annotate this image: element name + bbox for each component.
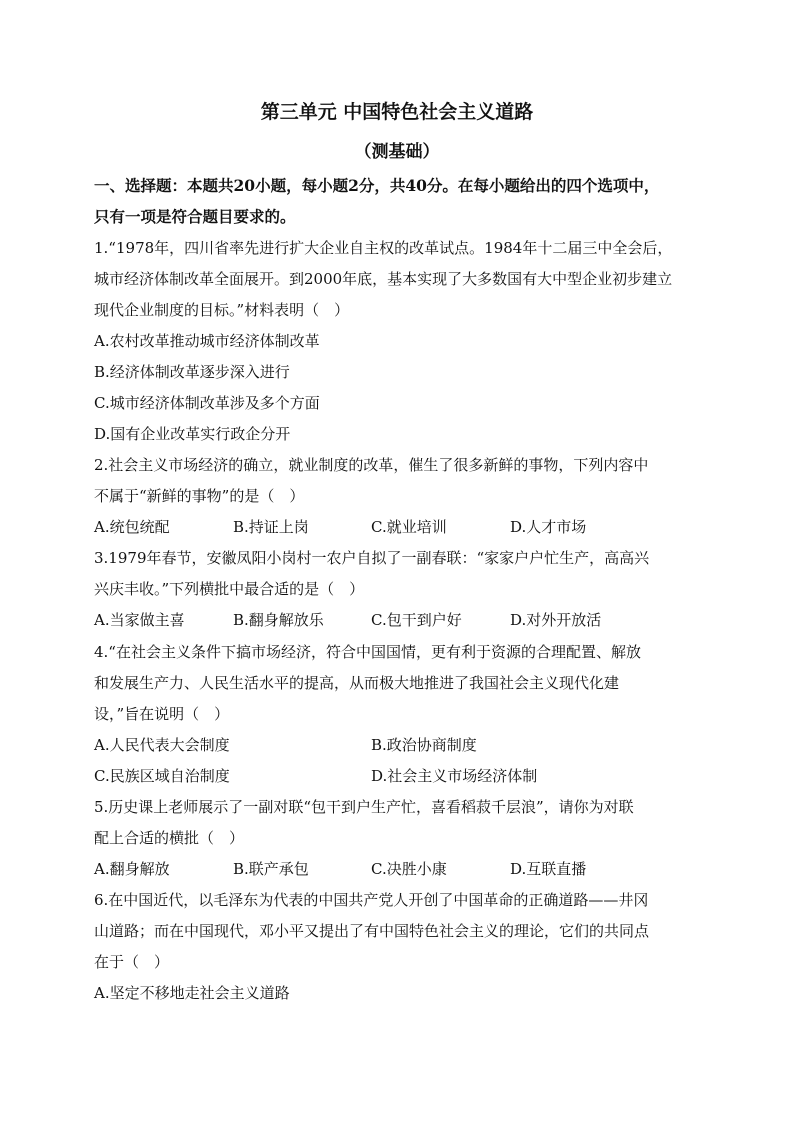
question-3-option-d: D.对外开放活 — [510, 611, 602, 629]
page-title: 第三单元 中国特色社会主义道路 — [260, 101, 534, 123]
question-1-line-1: 1.“1978年，四川省率先进行扩大企业自主权的改革试点。1984年十二届三中全会后， — [94, 239, 673, 257]
question-4-line-1: 4.“在社会主义条件下搞市场经济，符合中国国情，更有利于资源的合理配置、解放 — [94, 643, 641, 661]
question-1-line-3: 现代企业制度的目标。”材料表明（ ） — [94, 301, 350, 319]
question-1-option-d: D.国有企业改革实行政企分开 — [94, 425, 291, 443]
question-1-option-c: C.城市经济体制改革涉及多个方面 — [94, 394, 320, 412]
question-6-option-a: A.坚定不移地走社会主义道路 — [94, 984, 290, 1002]
page-subtitle: （测基础） — [354, 142, 440, 162]
question-3-option-b: B.翻身解放乐 — [233, 611, 324, 629]
section-instruction-line-2: 只有一项是符合题目要求的。 — [94, 207, 296, 226]
question-3-option-c: C.包干到户好 — [371, 611, 462, 629]
question-4-option-c: C.民族区域自治制度 — [94, 767, 230, 785]
section-instruction-line-1: 一、选择题：本题共20小题，每小题2分，共40分。在每小题给出的四个选项中， — [94, 176, 660, 195]
question-4-option-d: D.社会主义市场经济体制 — [371, 767, 538, 785]
question-6-line-1: 6.在中国近代，以毛泽东为代表的中国共产党人开创了中国革命的正确道路——井冈 — [94, 891, 649, 909]
question-5-line-1: 5.历史课上老师展示了一副对联“包干到户生产忙，喜看稻菽千层浪”，请你为对联 — [94, 798, 634, 816]
question-5-option-a: A.翻身解放 — [94, 860, 170, 878]
question-5-option-d: D.互联直播 — [510, 860, 587, 878]
question-4-line-3: 设，”旨在说明（ ） — [94, 705, 230, 723]
question-5-line-2: 配上合适的横批（ ） — [94, 829, 245, 847]
question-6-line-2: 山道路；而在中国现代，邓小平又提出了有中国特色社会主义的理论，它们的共同点 — [94, 922, 650, 940]
question-2-option-d: D.人才市场 — [510, 518, 587, 536]
question-3-option-a: A.当家做主喜 — [94, 611, 185, 629]
question-4-option-a: A.人民代表大会制度 — [94, 736, 230, 754]
question-2-option-c: C.就业培训 — [371, 518, 447, 536]
question-6-line-3: 在于（ ） — [94, 953, 170, 971]
question-3-line-2: 兴庆丰收。”下列横批中最合适的是（ ） — [94, 580, 365, 598]
question-1-option-a: A.农村改革推动城市经济体制改革 — [94, 332, 320, 350]
question-4-line-2: 和发展生产力、人民生活水平的提高，从而极大地推进了我国社会主义现代化建 — [94, 674, 620, 692]
question-4-option-b: B.政治协商制度 — [371, 736, 477, 754]
question-2-option-b: B.持证上岗 — [233, 518, 309, 536]
question-5-option-b: B.联产承包 — [233, 860, 309, 878]
question-2-line-2: 不属于“新鲜的事物”的是（ ） — [94, 487, 305, 505]
question-1-option-b: B.经济体制改革逐步深入进行 — [94, 363, 290, 381]
question-5-option-c: C.决胜小康 — [371, 860, 447, 878]
question-2-option-a: A.统包统配 — [94, 518, 170, 536]
question-3-line-1: 3.1979年春节，安徽凤阳小岗村一农户自拟了一副春联：“家家户户忙生产，高高兴 — [94, 549, 650, 567]
question-1-line-2: 城市经济体制改革全面展开。到2000年底，基本实现了大多数国有大中型企业初步建立 — [94, 270, 673, 288]
question-2-line-1: 2.社会主义市场经济的确立，就业制度的改革，催生了很多新鲜的事物，下列内容中 — [94, 456, 649, 474]
